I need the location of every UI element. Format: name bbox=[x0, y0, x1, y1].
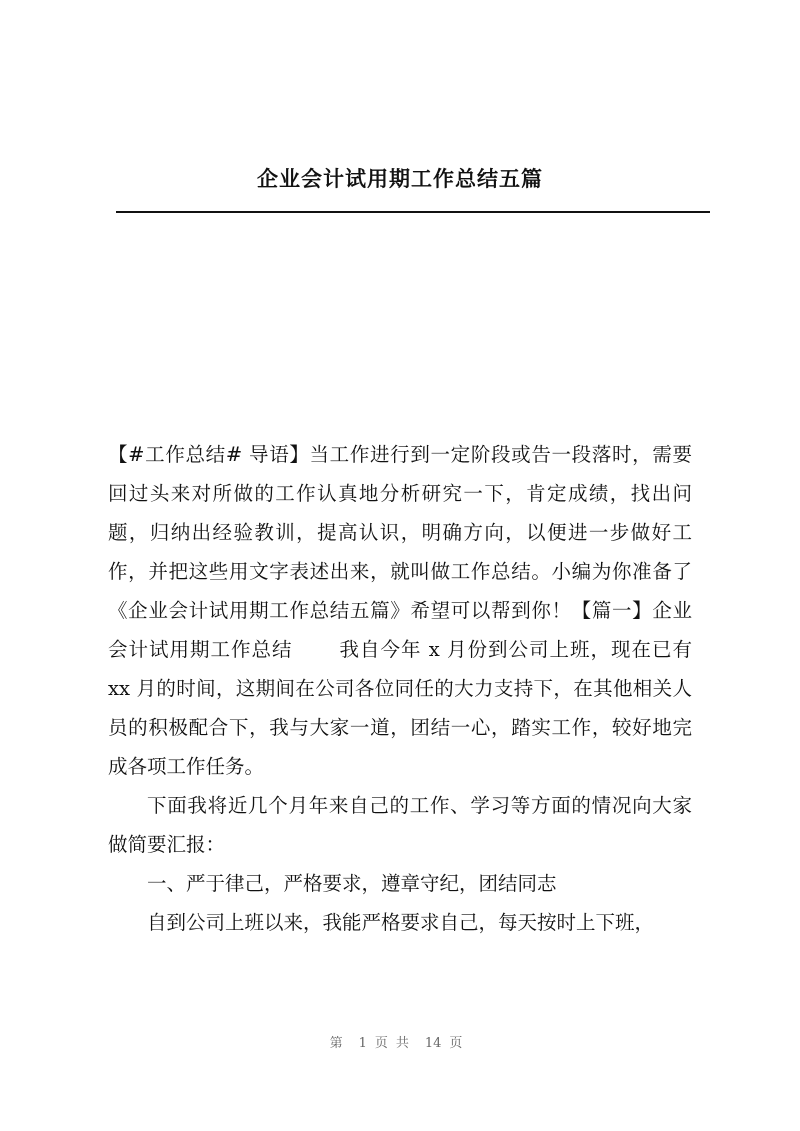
section-one-opening: 我自今年 x 月份到公司上班，现在已有 xx 月的时间，这期间在公司各位同任的大力支持下，在其他相关人员的积极配合下，我与大家一道，团结一心，踏实工作，较好地完成各项工作任务。 bbox=[108, 638, 692, 778]
report-intro-paragraph: 下面我将近几个月年来自己的工作、学习等方面的情况向大家做简要汇报： bbox=[108, 794, 692, 856]
section-heading-1: 一、严于律己，严格要求，遵章守纪，团结同志 bbox=[147, 872, 557, 895]
intro-paragraph bbox=[108, 435, 692, 786]
footer-middle: 页共 bbox=[374, 1036, 417, 1051]
total-pages: 14 bbox=[424, 1036, 442, 1051]
intro-text: 【#工作总结# 导语】当工作进行到一定阶段或告一段落时，需要回过头来对所做的工作认真地分析研究一下，肯定成绩，找出问题，归纳出经验教训，提高认识，明确方向，以便进一步做好工作，并把这些用文字表述出来，就叫做工作总结。小编为你准备了《企业会计试用期工作总结五篇》希望可以帮到你！【篇一】企业会计试用期工作总结 bbox=[108, 443, 692, 661]
footer-suffix: 页 bbox=[449, 1036, 471, 1051]
document-title: 企业会计试用期工作总结五篇 bbox=[257, 167, 543, 191]
footer-prefix: 第 bbox=[329, 1036, 351, 1051]
title-divider bbox=[116, 211, 710, 213]
page-number: 1 bbox=[358, 1036, 367, 1051]
document-body bbox=[108, 435, 692, 942]
section-one-paragraph: 自到公司上班以来，我能严格要求自己，每天按时上下班， bbox=[147, 911, 655, 934]
page-footer bbox=[0, 1032, 800, 1051]
